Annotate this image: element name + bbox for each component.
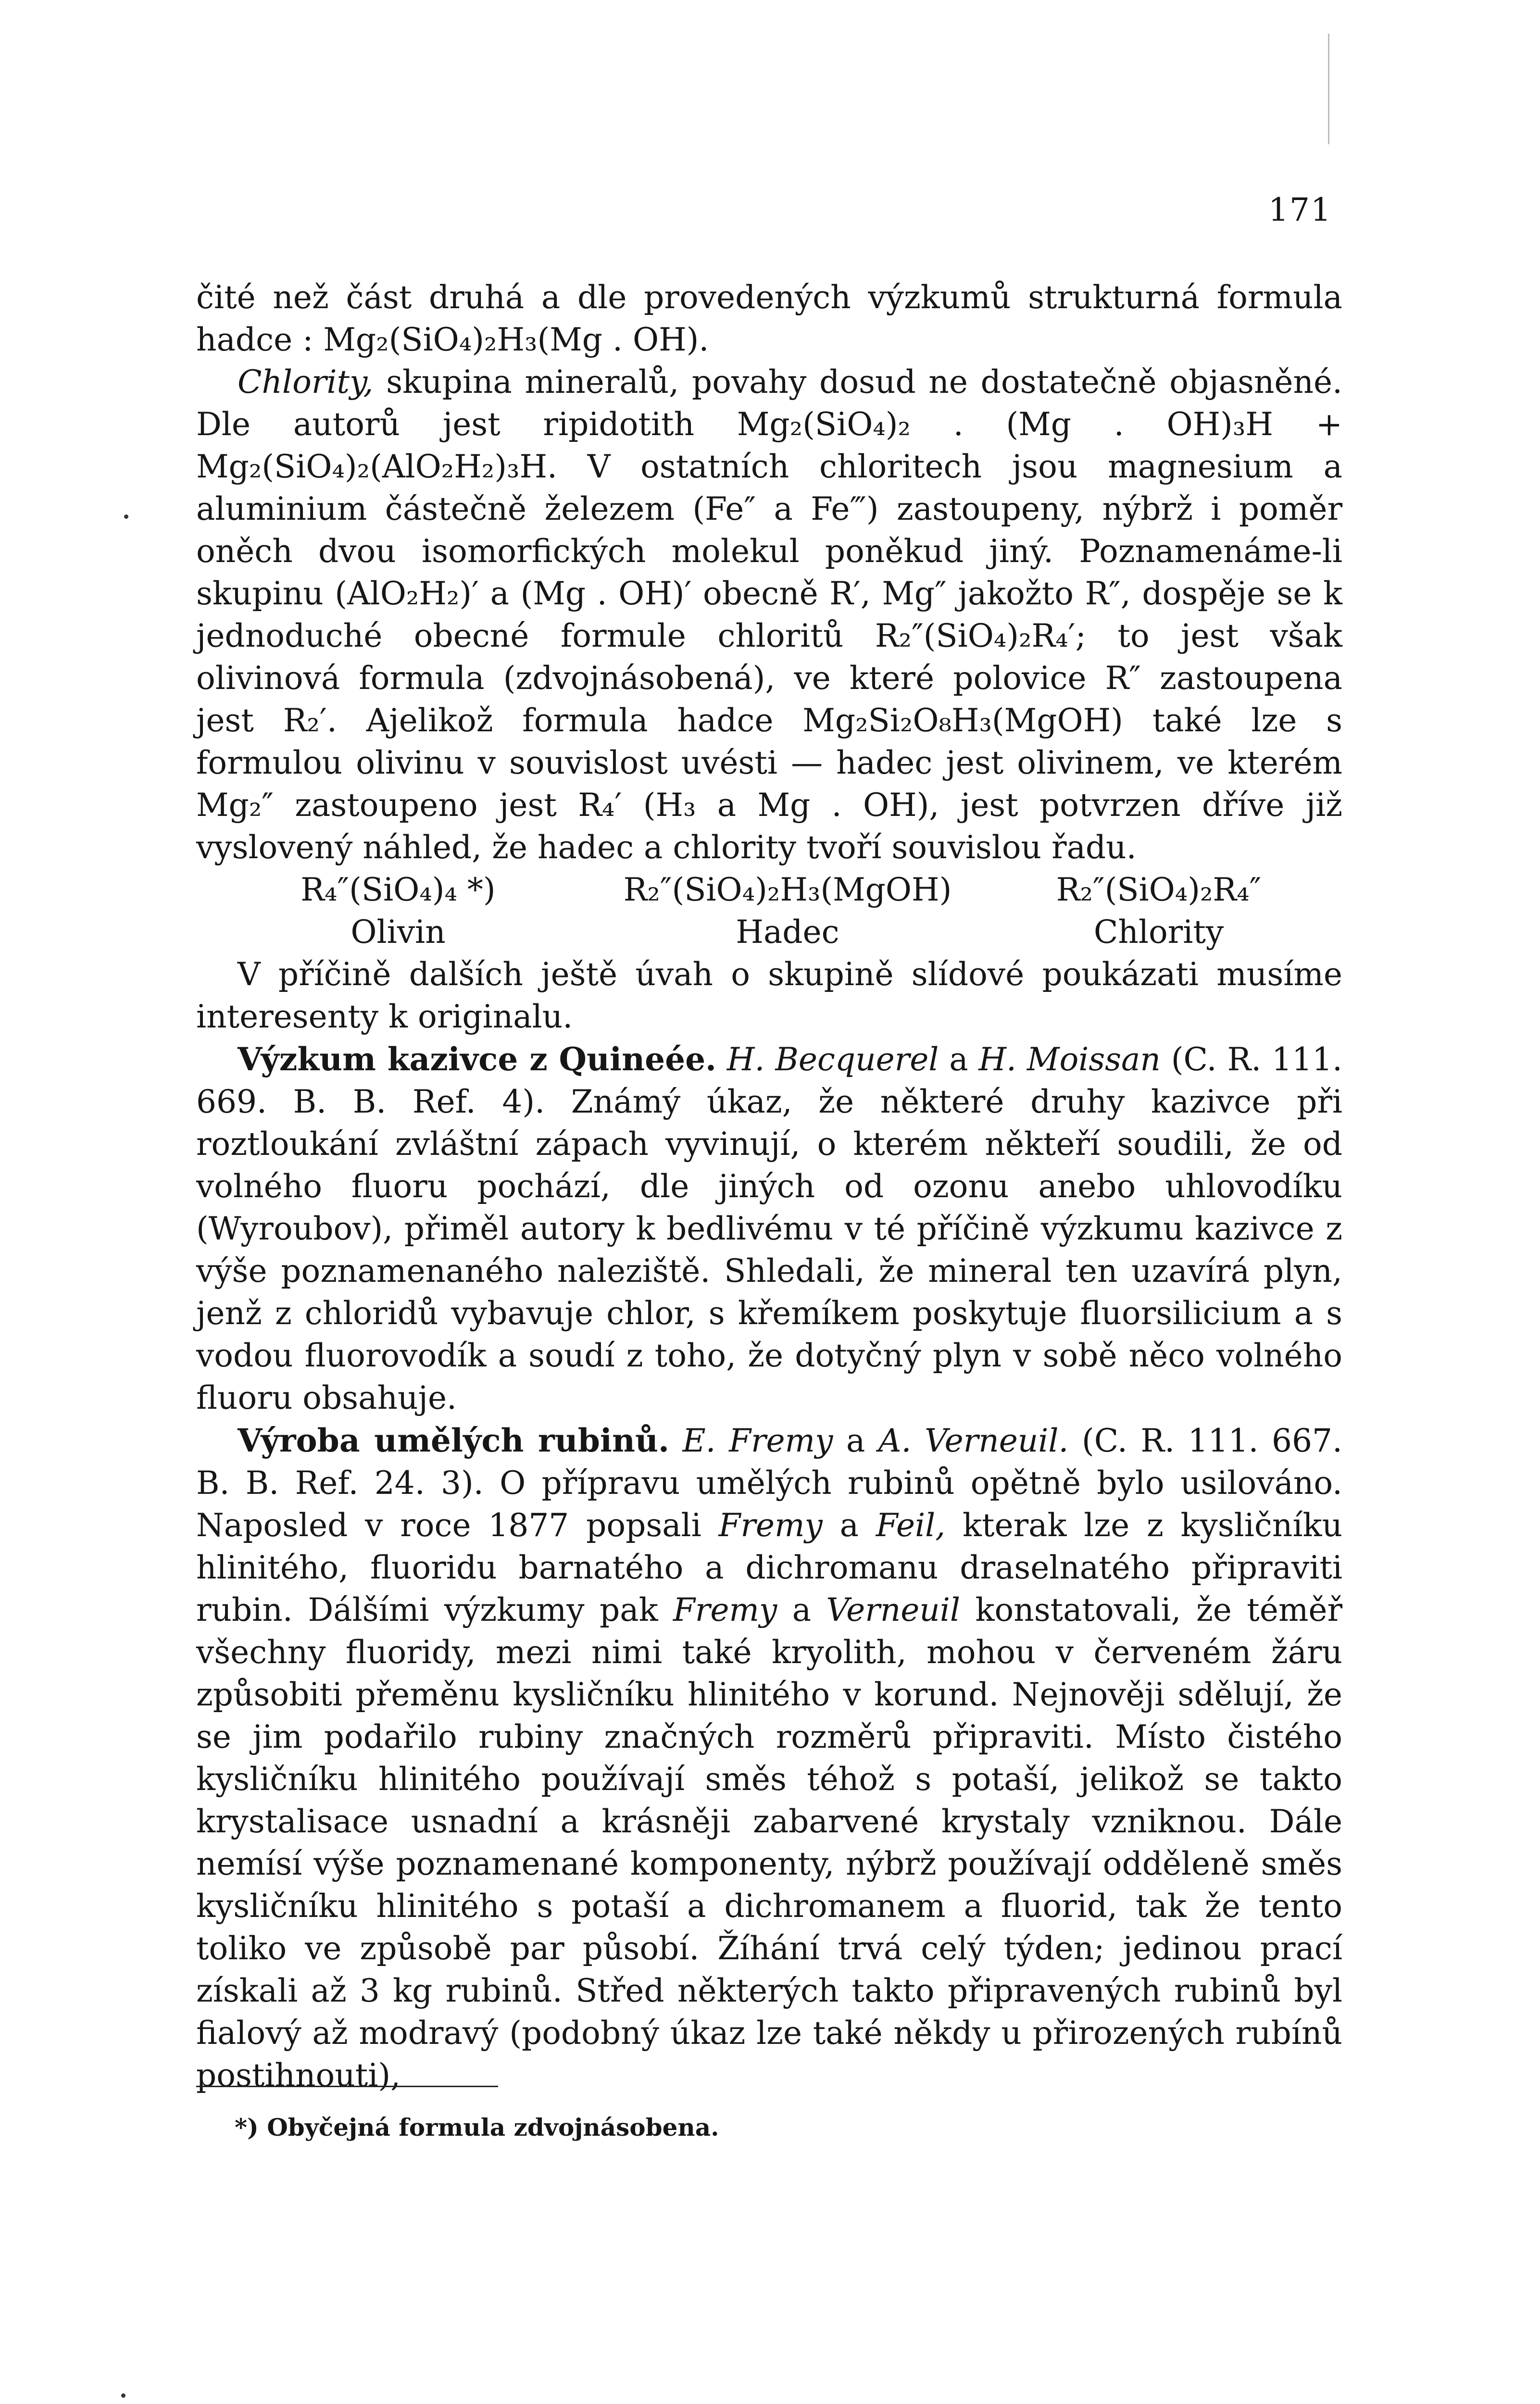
section-text: O přípravu umělých rubinů opětně bylo usilováno. Naposled v roce 1877 popsali — [196, 1465, 1342, 1544]
section-heading: Výzkum kazivce z Quineée. — [238, 1040, 717, 1078]
formula-names-row — [196, 911, 1342, 953]
section-rubiny — [196, 1419, 1342, 2097]
reference: (C. R. 111. 669. B. B. Ref. 4). — [196, 1041, 1342, 1120]
name-olivin: Olivin — [351, 914, 446, 951]
paragraph-chlority — [196, 361, 1342, 869]
body-text — [196, 276, 1342, 2097]
author: H. Moissan — [978, 1041, 1161, 1078]
scan-artifact — [1328, 34, 1329, 144]
name-ref: Verneuil — [826, 1591, 961, 1628]
page-number: 171 — [1268, 191, 1332, 228]
reference: (C. R. 111. 667. B. B. Ref. 24. 3). — [196, 1422, 1342, 1502]
author: H. Becquerel — [726, 1041, 939, 1078]
name-ref: Fremy — [673, 1591, 777, 1628]
scan-artifact — [124, 514, 128, 519]
name-chlority: Chlority — [1093, 914, 1224, 951]
section-text: Známý úkaz, že některé druhy kazivce při roztloukání zvláštní zápach vyvinují, o kterém někteří soudili, že od volného fluoru pochází, dle jiných od ozonu anebo uhlovodíku (Wyroubov), přiměl autory k bedlivému v té příčině výzkumu kazivce z výše poznamenaného naleziště. Shledali, že mineral ten uzavírá plyn, jenž z chloridů vybavuje chlor, s křemíkem poskytuje fluorsilicium a s vodou fluorovodík a soudí z toho, že dotyčný plyn v sobě něco volného fluoru obsahuje. — [196, 1083, 1342, 1416]
name-ref: Fremy — [718, 1507, 823, 1544]
section-kazivec — [196, 1038, 1342, 1419]
formula-hadec: R₂″(SiO₄)₂H₃(MgOH) — [623, 871, 952, 908]
section-heading: Výroba umělých rubinů. — [238, 1422, 669, 1459]
connector: a — [939, 1041, 979, 1078]
name-ref: Feil, — [876, 1507, 946, 1544]
author: E. Fremy — [682, 1422, 833, 1459]
scan-artifact — [121, 2393, 125, 2398]
formula-chlority: R₂″(SiO₄)₂R₄″ — [1056, 871, 1262, 908]
section-text: kterak lze z kysličníku hlinitého, fluoridu barnatého a dichromanu draselnatého připraviti rubin. Dálšími výzkumy pak — [196, 1507, 1342, 1628]
formula-row — [196, 869, 1342, 911]
formula-olivin: R₄″(SiO₄)₄ *) — [300, 871, 496, 908]
connector: a — [833, 1422, 878, 1459]
author: A. Verneuil. — [878, 1422, 1069, 1459]
name-hadec: Hadec — [736, 914, 839, 951]
chlority-text: skupina mineralů, povahy dosud ne dostatečně objasněné. Dle autorů jest ripidotith Mg₂(SiO₄)₂ . (Mg . OH)₃H + Mg₂(SiO₄)₂(AlO₂H₂)₃H. V ostatních chloritech jsou magnesium a aluminium částečně železem (Fe″ a Fe‴) zastoupeny, nýbrž i poměr oněch dvou isomorfických molekul poněkud jiný. Poznamenáme-li skupinu (AlO₂H₂)′ a (Mg . OH)′ obecně R′, Mg″ jakožto R″, dospěje se k jednoduché obecné formule chloritů R₂″(SiO₄)₂R₄′; to jest však olivinová formula (zdvojnásobená), ve které polovice R″ zastoupena jest R₂′. Ajelikož formula hadce Mg₂Si₂O₈H₃(MgOH) také lze s formulou olivinu v souvislost uvésti — hadec jest olivinem, ve kterém Mg₂″ zastoupeno jest R₄′ (H₃ a Mg . OH), jest potvrzen dříve již vyslovený náhled, že hadec a chlority tvoří souvislou řadu. — [196, 363, 1342, 866]
paragraph-intro: čité než část druhá a dle provedených výzkumů strukturná formula hadce : Mg₂(SiO₄)₂H₃(Mg . OH). — [196, 279, 1342, 358]
paragraph-slidove: V příčině dalších ještě úvah o skupině slídové poukázati musíme interesenty k originalu. — [196, 956, 1342, 1035]
section-text: a — [822, 1507, 876, 1544]
footnote-divider — [196, 2086, 498, 2087]
section-text: konstatovali, že téměř všechny fluoridy, mezi nimi také kryolith, mohou v červeném žáru způsobiti přeměnu kysličníku hlinitého v korund. Nejnověji sdělují, že se jim podařilo rubiny značných rozměrů připraviti. Místo čistého kysličníku hlinitého používají směs téhož s potaší, jelikož se takto krystalisace usnadní a krásněji zabarvené krystaly vzniknou. Dále nemísí výše poznamenané komponenty, nýbrž používají odděleně směs kysličníku hlinitého s potaší a dichromanem a fluorid, tak že tento toliko ve způsobě par působí. Žíhání trvá celý týden; jedinou prací získali až 3 kg rubinů. Střed některých takto připravených rubinů byl fialový až modravý (podobný úkaz lze také někdy u přirozených rubínů postihnouti), — [196, 1591, 1343, 2094]
footnote: *) Obyčejná formula zdvojnásobena. — [235, 2113, 719, 2141]
chlority-term: Chlority, — [238, 363, 374, 401]
section-text: a — [777, 1591, 826, 1628]
